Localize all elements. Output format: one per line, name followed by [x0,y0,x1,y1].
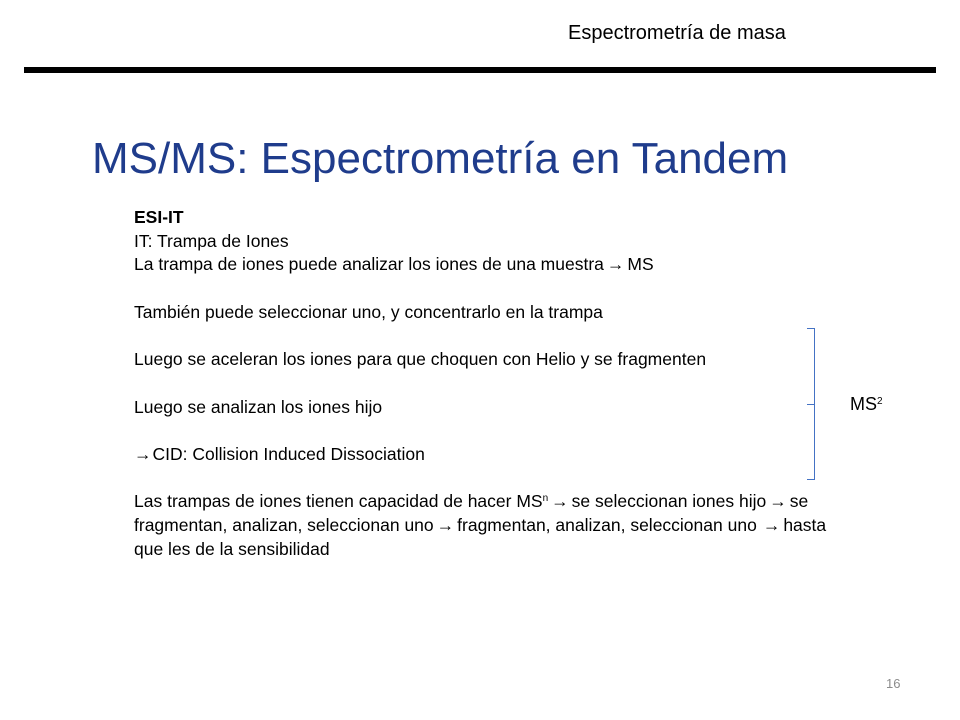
ms2-label [850,394,883,415]
arrow-right-icon: → [134,443,152,464]
body-line-children: Luego se analizan los iones hijo [134,396,383,417]
body-line-accelerate: Luego se aceleran los iones para que choquen con Helio y se fragmenten [134,349,707,370]
spacer [134,277,854,301]
body-line-it: IT: Trampa de Iones [134,230,289,251]
body-line-analyze [134,253,854,277]
ms2-superscript: 2 [877,396,883,407]
header-divider [24,67,936,73]
spacer [134,325,854,349]
body-line-select: También puede seleccionar uno, y concentrarlo en la trampa [134,301,603,322]
msn-text-5: hasta que les de la sensibilidad [134,515,827,559]
analyze-result: MS [627,254,654,275]
arrow-right-icon: → [606,254,625,275]
arrow-right-icon: → [436,515,455,536]
arrow-right-icon: → [769,491,787,512]
ms2-bracket-tick [807,404,815,405]
spacer [134,419,854,443]
body-paragraph-msn [134,490,854,561]
cid-text: CID: Collision Induced Dissociation [152,443,425,464]
msn-text-3: se fragmentan, analizan, seleccionan uno [134,491,809,536]
slide-body [134,206,854,561]
body-line-cid [134,443,854,467]
msn-text-4: fragmentan, analizan, seleccionan uno [457,515,757,536]
header-label: Espectrometría de masa [568,22,786,44]
msn-text-2: se seleccionan iones hijo [571,491,767,512]
spacer [134,467,854,491]
analyze-text: La trampa de iones puede analizar los iones de una muestra [134,254,604,275]
arrow-right-icon: → [762,515,781,536]
ms2-text: MS [850,394,877,414]
arrow-right-icon: → [551,491,569,512]
msn-text-1: Las trampas de iones tienen capacidad de hacer MS [134,491,543,512]
page-number: 16 [886,676,901,691]
slide-title: MS/MS: Espectrometría en Tandem [92,134,789,183]
section-heading: ESI-IT [134,207,184,227]
msn-superscript: n [542,493,549,505]
spacer [134,372,854,396]
